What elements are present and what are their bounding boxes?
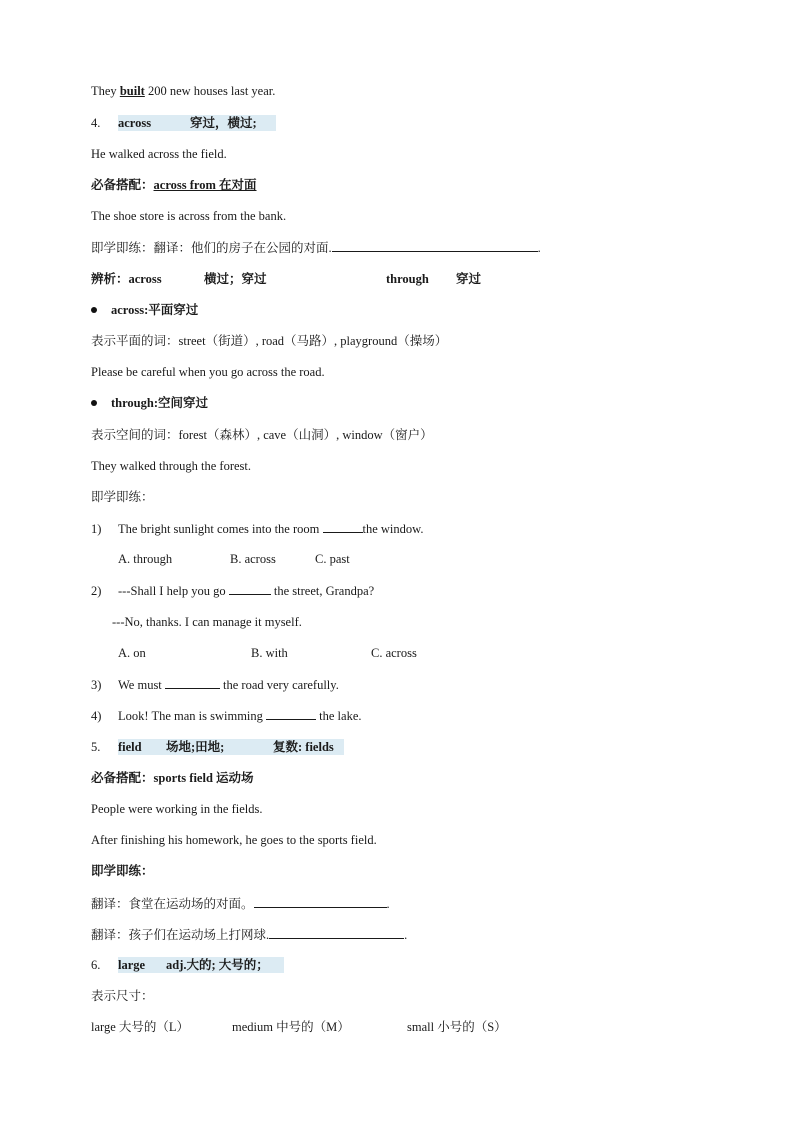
bullet-icon	[91, 307, 97, 313]
example-sentence: He walked across the field.	[91, 147, 227, 161]
keyword: built	[119, 84, 145, 98]
translation-exercise: 翻译：食堂在运动场的对面。 .	[91, 897, 390, 911]
example-sentence: After finishing his homework, he goes to the sports field.	[91, 833, 377, 847]
size-medium: medium 中号的（M）	[232, 1020, 350, 1034]
answer-blank	[266, 707, 316, 720]
heading-plural: 复数: fields	[273, 740, 334, 754]
heading-meaning: 场地;田地;	[166, 740, 225, 754]
answer-blank	[254, 895, 387, 908]
heading-word: large	[118, 958, 146, 972]
collocation: 必备搭配：sports field 运动场	[91, 771, 254, 785]
section-heading-5: 5. field 场地;田地; 复数: fields	[91, 739, 344, 755]
heading-meaning: 穿过，横过;	[190, 116, 257, 130]
answer-blank	[229, 582, 271, 595]
answer-blank	[323, 520, 363, 533]
answer-blank	[269, 926, 404, 939]
bullet-icon	[91, 400, 97, 406]
translation-exercise: 即学即练：翻译：他们的房子在公园的对面. .	[91, 241, 541, 255]
option-b: B. across	[230, 552, 276, 566]
size-label: 表示尺寸：	[91, 989, 154, 1003]
example-sentence: People were working in the fields.	[91, 802, 263, 816]
option-b: B. with	[251, 646, 288, 660]
question-2: 2) ---Shall I help you go the street, Grandpa?	[91, 584, 375, 598]
heading-word: across	[118, 116, 152, 130]
section-heading-6: 6. large adj.大的; 大号的；	[91, 957, 284, 973]
option-a: A. through	[118, 552, 173, 566]
option-a: A. on	[118, 646, 146, 660]
plane-words: 表示平面的词：street（街道）, road（马路）, playground（操场）	[91, 334, 448, 348]
question-3: 3) We must the road very carefully.	[91, 678, 339, 692]
example-sentence: The shoe store is across from the bank.	[91, 209, 287, 223]
option-c: C. across	[371, 646, 417, 660]
example-sentence: Please be careful when you go across the road.	[91, 365, 325, 379]
example-sentence: They built 200 new houses last year.	[91, 84, 276, 98]
question-2-reply: ---No, thanks. I can manage it myself.	[112, 615, 302, 629]
translation-exercise: 翻译：孩子们在运动场上打网球. .	[91, 928, 408, 942]
space-words: 表示空间的词：forest（森林）, cave（山洞）, window（窗户）	[91, 428, 433, 442]
comparison-line: 辨析：across 横过；穿过 through 穿过	[91, 272, 482, 286]
bullet-across: across:平面穿过	[91, 302, 198, 318]
heading-meaning: adj.大的; 大号的；	[166, 958, 269, 972]
collocation: 必备搭配：across from 在对面	[91, 178, 257, 192]
size-large: large 大号的（L）	[91, 1020, 190, 1034]
option-c: C. past	[315, 552, 350, 566]
example-sentence: They walked through the forest.	[91, 459, 252, 473]
practice-label: 即学即练：	[91, 864, 154, 878]
section-heading-4: 4. across 穿过，横过;	[91, 115, 276, 131]
question-4: 4) Look! The man is swimming the lake.	[91, 709, 362, 723]
practice-label: 即学即练：	[91, 490, 154, 504]
bullet-through: through:空间穿过	[91, 395, 208, 411]
question-1: 1) The bright sunlight comes into the room the window.	[91, 522, 424, 536]
size-small: small 小号的（S）	[407, 1020, 507, 1034]
answer-blank	[165, 676, 220, 689]
answer-blank	[332, 239, 538, 252]
heading-word: field	[118, 740, 142, 754]
